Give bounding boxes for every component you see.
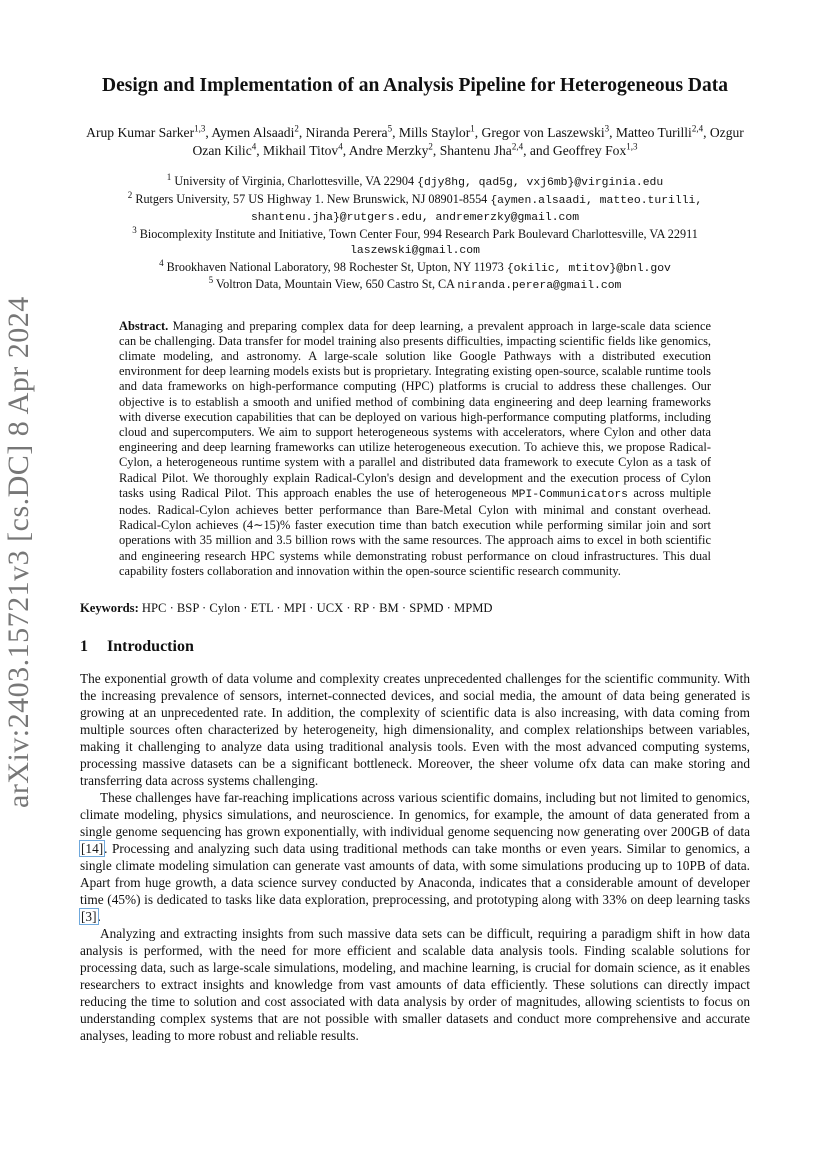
author-affiliation-mark: 2,4 <box>511 141 524 152</box>
author <box>616 125 703 140</box>
affiliation-email: niranda.perera@gmail.com <box>457 280 622 292</box>
affiliation <box>80 257 750 278</box>
paper-page <box>80 0 750 1044</box>
author <box>440 143 523 158</box>
author-affiliation-mark: 1 <box>470 123 475 134</box>
arxiv-stamp: arXiv:2403.15721v3 [cs.DC] 8 Apr 2024 <box>2 296 35 808</box>
paragraph: The exponential growth of data volume and complexity creates unprecedented challenges for the scientific community. With the increasing prevalence of sensors, internet-connected devices, and social media, the amount of data being generated is growing at an unprecedented rate. In addition, the complexity of scientific data is also increasing, with data coming from multiple sources often characterized by heterogeneity, high dimensionality, and complex relationships between variables, making it challenging to analyze data using traditional analysis tools. Even with the most advanced computing systems, processing massive datasets can be a significant bottleneck. Moreover, the sheer volume ofx data can make storing and transferring data across systems challenging. <box>80 670 750 788</box>
abstract-text-cont: across multiple nodes. Radical-Cylon achieves better performance than Bare-Metal Cylon with minimal and constant overhead. Radical-Cylon achieves (4∼15)% faster execution time than batch execution while performing similar join and sort operations with 35 million and 3.5 billion rows with the same resources. The approach aims to excel in both scientific and engineering research HPC systems while demonstrating robust performance on cloud infrastructures. This dual capability fosters collaboration and innovation within the open-source scientific research community. <box>119 485 711 578</box>
section-heading <box>80 638 750 656</box>
author-affiliation-mark: 1,3 <box>626 141 638 152</box>
paragraph-text: . <box>97 908 101 924</box>
author-affiliation-mark: 2 <box>294 123 299 134</box>
author <box>553 143 638 158</box>
affiliation-text: Rutgers University, 57 US Highway 1. New Brunswick, NJ 08901-8554 <box>132 191 491 206</box>
paragraph-text: . Processing and analyzing such data using traditional methods can take months or even years. Similar to genomics, a single climate modeling simulation can generate vast amounts of data, with some simulations producing up to 10PB of data. Apart from huge growth, a data science survey conducted by Anaconda, indicates that a considerable amount of developer time (45%) is dedicated to tasks like data exploration, preprocessing, and prototyping along with 33% on deep learning tasks <box>80 840 750 907</box>
affiliation-text: Voltron Data, Mountain View, 650 Castro St, CA <box>213 277 458 291</box>
author-name: Mills Staylor <box>398 125 471 140</box>
abstract-text: Managing and preparing complex data for deep learning, a prevalent approach in large-scale data science can be challenging. Data transfer for model training also presents difficulties, impacting scientific fields like genomics, climate modeling, and astronomy. A large-scale solution like Google Pathways with a distributed execution environment for deep learning models exists but is proprietary. Integrating existing open-source, scalable runtime tools and data frameworks on high-performance computing (HPC) platforms is crucial to address these challenges. Our objective is to establish a smooth and unified method of combining data engineering and deep learning frameworks with diverse execution capabilities that can be deployed on various high-performance computing platforms, including cloud and supercomputers. We aim to support heterogeneous systems with accelerators, where Cylon and other data engineering and deep learning frameworks can utilize heterogeneous execution. To achieve this, we propose Radical-Cylon, a heterogeneous runtime system with a parallel and distributed data framework to execute Cylon as a task of Radical Pilot. We thoroughly explain Radical-Cylon's design and development and the execution process of Cylon tasks using Radical Pilot. This approach enables the use of heterogeneous <box>119 318 711 500</box>
author-affiliation-mark: 2 <box>428 141 433 152</box>
affiliation-list <box>80 171 750 295</box>
author-name: Matteo Turilli <box>615 125 692 140</box>
affiliation-number: 2 <box>127 189 133 200</box>
author-name: Arup Kumar Sarker <box>86 125 195 140</box>
author-name: Andre Merzky <box>348 143 429 158</box>
author-name: Ozgur Ozan Kilic <box>192 125 744 158</box>
citation-link[interactable]: [14] <box>81 840 104 856</box>
paragraph: Analyzing and extracting insights from such massive data sets can be difficult, requiring a paradigm shift in how data analysis is performed, with the need for more efficient and scalable data analysis tools. Finding scalable solutions for processing data, such as large-scale simulations, modeling, and machine learning, is crucial for domain science, as it enables researchers to extract insights and knowledge from vast amounts of data efficiently. These solutions can directly impact reducing the time to solution and cost associated with data analysis by order of magnitudes, allowing scientists to focus on understanding complex systems that are not possible with smaller datasets and conduct more comprehensive and accurate analyses, leading to more robust and reliable results. <box>80 925 750 1043</box>
author-affiliation-mark: 4 <box>338 141 343 152</box>
affiliation-email: laszewski@gmail.com <box>350 245 480 257</box>
affiliation-number: 4 <box>159 257 164 268</box>
keywords-label: Keywords: <box>80 600 139 615</box>
affiliation-email: {okilic, mtitov}@bnl.gov <box>506 262 671 275</box>
author-name: Mikhail Titov <box>263 143 339 158</box>
paper-title: Design and Implementation of an Analysis Pipeline for Heterogeneous Data <box>102 75 728 96</box>
affiliation <box>80 189 750 227</box>
affiliation-text: Brookhaven National Laboratory, 98 Rochester St, Upton, NY 11973 <box>163 259 507 274</box>
author <box>306 125 392 140</box>
section-title: Introduction <box>107 637 194 655</box>
keywords-text: HPC · BSP · Cylon · ETL · MPI · UCX · RP · BM · SPMD · MPMD <box>141 600 493 615</box>
author-name: Niranda Perera <box>305 125 388 140</box>
paragraph <box>80 789 750 925</box>
author-affiliation-mark: 5 <box>387 123 393 134</box>
author-affiliation-mark: 4 <box>251 141 257 152</box>
affiliation <box>80 171 750 192</box>
author-name: Aymen Alsaadi <box>211 125 295 140</box>
author <box>211 125 298 140</box>
author-affiliation-mark: 2,4 <box>691 123 704 134</box>
author <box>349 143 433 158</box>
affiliation-email: {djy8hg, qad5g, vxj6mb}@virginia.edu <box>417 177 664 189</box>
author-name: Shantenu Jha <box>439 143 512 158</box>
abstract-label: Abstract. <box>119 318 169 333</box>
author <box>482 125 610 140</box>
author-affiliation-mark: 1,3 <box>194 123 206 134</box>
author-name: Geoffrey Fox <box>552 143 627 158</box>
author-affiliation-mark: 3 <box>604 123 610 134</box>
abstract-code: MPI-Communicators <box>511 488 629 501</box>
affiliation-number: 3 <box>132 224 137 235</box>
abstract <box>119 319 711 579</box>
author <box>86 125 205 140</box>
affiliation-number: 5 <box>208 274 214 285</box>
section-number: 1 <box>80 637 88 655</box>
keywords <box>80 601 750 616</box>
affiliation-number: 1 <box>166 171 172 182</box>
author-name: Gregor von Laszewski <box>481 125 605 140</box>
affiliation <box>80 224 750 260</box>
author <box>399 125 475 140</box>
author-list: Arup Kumar Sarker$^{1,3}$, Aymen Alsaadi$^2$, Niranda Perera$^5$, Mills Staylor$^1$, Gregor von Laszewski$^3$, Matteo Turilli$^{2,4}$, Ozgur Ozan Kilic$^4$, Mikhail Titov$^4$, Andre Merzky$^2$, Shantenu Jha$^{2,4}$, and Geoffrey Fox$^{1,3}$ <box>86 123 744 158</box>
citation-link[interactable]: [3] <box>81 908 97 924</box>
affiliation <box>80 274 750 295</box>
affiliation-text: University of Virginia, Charlottesville, VA 22904 <box>171 174 418 188</box>
affiliation-email: {aymen.alsaadi, matteo.turilli, shantenu.jha}@rutgers.edu, andremerzky@gmail.com <box>250 194 703 224</box>
author <box>263 143 343 158</box>
affiliation-text: Biocomplexity Institute and Initiative, Town Center Four, 994 Research Park Boulevard Charlottesville, VA 22911 <box>136 226 698 241</box>
paragraph-text: These challenges have far-reaching implications across various scientific domains, including but not limited to genomics, climate modeling, physics simulations, and neuroscience. In genomics, for example, the amount of data generated from a single genome sequencing has grown exponentially, with individual genome sequencing now generating over 200GB of data <box>80 789 750 839</box>
introduction-body <box>80 670 750 1044</box>
